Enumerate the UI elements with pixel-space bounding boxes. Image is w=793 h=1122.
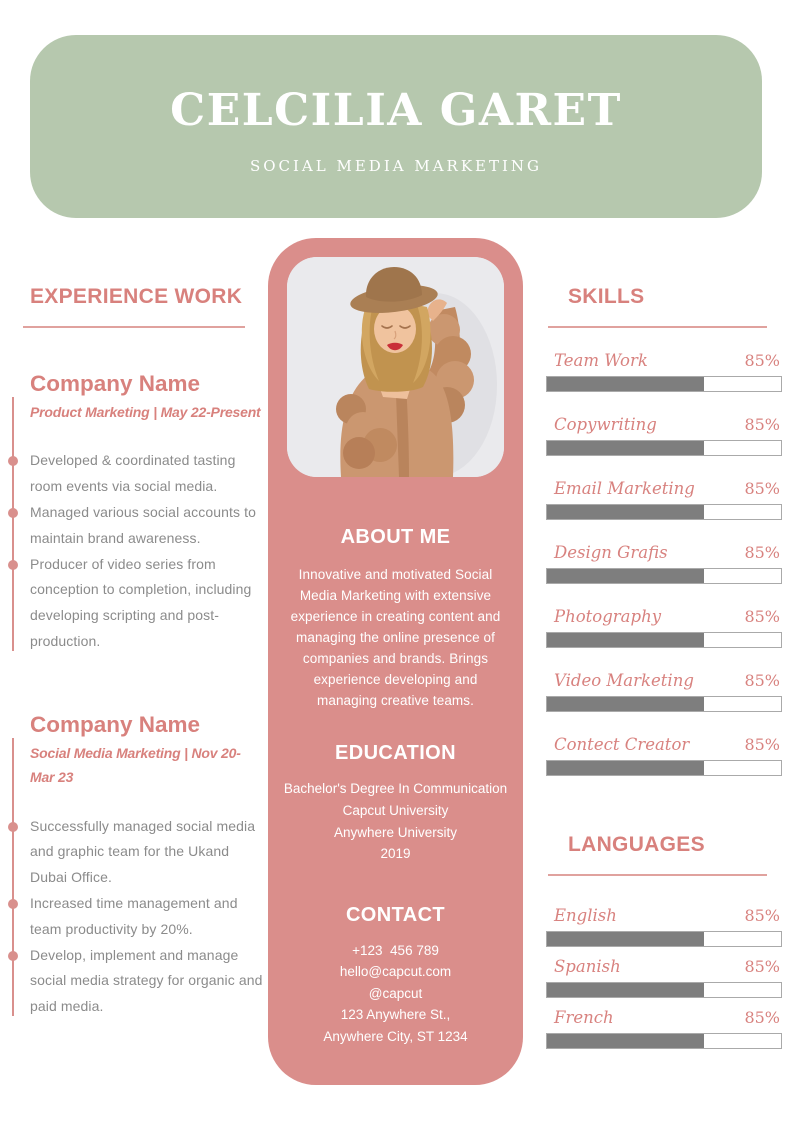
education-details bbox=[280, 778, 511, 864]
job-entry-2 bbox=[30, 712, 263, 1020]
profile-photo bbox=[287, 257, 504, 477]
contact-address-line2: Anywhere City, ST 1234 bbox=[323, 1029, 468, 1045]
language-percent: 85% bbox=[744, 1008, 780, 1027]
skill-row bbox=[546, 735, 782, 776]
skill-row bbox=[546, 351, 782, 392]
skill-percent: 85% bbox=[744, 479, 780, 498]
language-label: Spanish bbox=[554, 957, 621, 976]
bullet-text: Developed & coordinated tasting room events via social media. bbox=[30, 452, 236, 495]
language-row bbox=[546, 957, 782, 998]
contact-email: hello@capcut.com bbox=[339, 964, 452, 980]
skill-row bbox=[546, 607, 782, 648]
person-name: CELCILIA GARET bbox=[170, 85, 622, 136]
languages-heading: LANGUAGES bbox=[568, 833, 705, 856]
bullet-item bbox=[30, 943, 263, 1020]
language-progress-fill bbox=[547, 1034, 704, 1048]
skill-percent: 85% bbox=[744, 607, 780, 626]
education-line: Capcut University bbox=[342, 802, 449, 818]
timeline-dot-icon bbox=[8, 456, 18, 466]
education-line: 2019 bbox=[380, 846, 411, 862]
contact-phone: +123 456 789 bbox=[352, 942, 439, 958]
skill-progress-fill bbox=[547, 441, 704, 455]
contact-details bbox=[280, 940, 511, 1048]
about-text: Innovative and motivated Social Media Marketing with extensive experience in creating content and managing the online presence of companies and brands. Brings experience developing and managing creative teams. bbox=[290, 567, 501, 709]
skill-progress-fill bbox=[547, 633, 704, 647]
bullet-item bbox=[30, 891, 263, 943]
skill-label: Photography bbox=[554, 607, 662, 626]
bullet-text: Producer of video series from conception to completion, including developing scripting and post-production. bbox=[30, 555, 252, 649]
skill-progress-bar bbox=[546, 376, 782, 392]
timeline-dot-icon bbox=[8, 899, 18, 909]
skills-heading: SKILLS bbox=[568, 285, 645, 308]
education-heading: EDUCATION bbox=[334, 742, 456, 765]
about-heading: ABOUT ME bbox=[340, 526, 451, 548]
language-progress-fill bbox=[547, 932, 704, 946]
language-label: French bbox=[554, 1008, 614, 1027]
skill-percent: 85% bbox=[744, 671, 780, 690]
skills-section bbox=[546, 285, 782, 1049]
language-percent: 85% bbox=[744, 906, 780, 925]
experience-section bbox=[30, 285, 263, 1020]
bullet-item bbox=[30, 500, 263, 552]
portrait-illustration bbox=[287, 257, 504, 477]
languages-divider bbox=[548, 874, 767, 876]
timeline-dot-icon bbox=[8, 508, 18, 518]
experience-heading: EXPERIENCE WORK bbox=[30, 285, 243, 308]
job-entry-1 bbox=[30, 371, 263, 655]
timeline-dot-icon bbox=[8, 822, 18, 832]
bullet-text: Managed various social accounts to maintain brand awareness. bbox=[30, 503, 256, 546]
language-progress-fill bbox=[547, 983, 704, 997]
skill-row bbox=[546, 415, 782, 456]
skill-progress-bar bbox=[546, 440, 782, 456]
skill-row bbox=[546, 479, 782, 520]
person-title: SOCIAL MEDIA MARKETING bbox=[249, 157, 543, 176]
language-row bbox=[546, 1008, 782, 1049]
language-progress-bar bbox=[546, 982, 782, 998]
skill-label: Copywriting bbox=[554, 415, 657, 434]
skill-label: Video Marketing bbox=[554, 671, 694, 690]
company-name: Company Name bbox=[30, 711, 201, 737]
skill-progress-bar bbox=[546, 504, 782, 520]
bullet-item bbox=[30, 448, 263, 500]
skill-percent: 85% bbox=[744, 543, 780, 562]
skill-label: Email Marketing bbox=[554, 479, 695, 498]
skills-divider bbox=[548, 326, 767, 328]
contact-address-line1: 123 Anywhere St., bbox=[340, 1007, 451, 1023]
language-progress-bar bbox=[546, 1033, 782, 1049]
bullet-list bbox=[30, 448, 263, 654]
bullet-item bbox=[30, 552, 263, 655]
skill-progress-bar bbox=[546, 632, 782, 648]
skill-percent: 85% bbox=[744, 415, 780, 434]
bullet-text: Increased time management and team productivity by 20%. bbox=[30, 895, 238, 937]
experience-divider bbox=[23, 326, 245, 328]
contact-heading: CONTACT bbox=[345, 903, 446, 926]
skill-progress-fill bbox=[547, 505, 704, 519]
education-line: Bachelor's Degree In Communication bbox=[283, 781, 508, 797]
language-label: English bbox=[554, 906, 617, 925]
language-row bbox=[546, 906, 782, 947]
header-banner bbox=[30, 35, 762, 218]
skill-row bbox=[546, 543, 782, 584]
skill-progress-fill bbox=[547, 377, 704, 391]
skill-percent: 85% bbox=[744, 735, 780, 754]
timeline-dot-icon bbox=[8, 951, 18, 961]
education-line: Anywhere University bbox=[333, 824, 458, 840]
bullet-item bbox=[30, 814, 263, 891]
skill-percent: 85% bbox=[744, 351, 780, 370]
language-percent: 85% bbox=[744, 957, 780, 976]
job-meta: Product Marketing | May 22-Present bbox=[30, 403, 261, 420]
skill-label: Contect Creator bbox=[554, 735, 690, 754]
skill-progress-bar bbox=[546, 568, 782, 584]
bullet-text: Successfully managed social media and graphic team for the Ukand Dubai Office. bbox=[30, 817, 256, 886]
company-name: Company Name bbox=[30, 371, 201, 396]
skill-progress-fill bbox=[547, 761, 704, 775]
job-meta: Social Media Marketing | Nov 20-Mar 23 bbox=[30, 744, 241, 786]
profile-panel bbox=[268, 238, 523, 1085]
skill-label: Team Work bbox=[554, 351, 648, 370]
contact-handle: @capcut bbox=[368, 985, 423, 1001]
skill-progress-bar bbox=[546, 760, 782, 776]
skill-progress-bar bbox=[546, 696, 782, 712]
skill-progress-fill bbox=[547, 697, 704, 711]
skill-label: Design Grafis bbox=[554, 543, 668, 562]
bullet-list bbox=[30, 814, 263, 1020]
language-progress-bar bbox=[546, 931, 782, 947]
skill-row bbox=[546, 671, 782, 712]
timeline-dot-icon bbox=[8, 560, 18, 570]
bullet-text: Develop, implement and manage social media strategy for organic and paid media. bbox=[30, 946, 263, 1015]
skill-progress-fill bbox=[547, 569, 704, 583]
